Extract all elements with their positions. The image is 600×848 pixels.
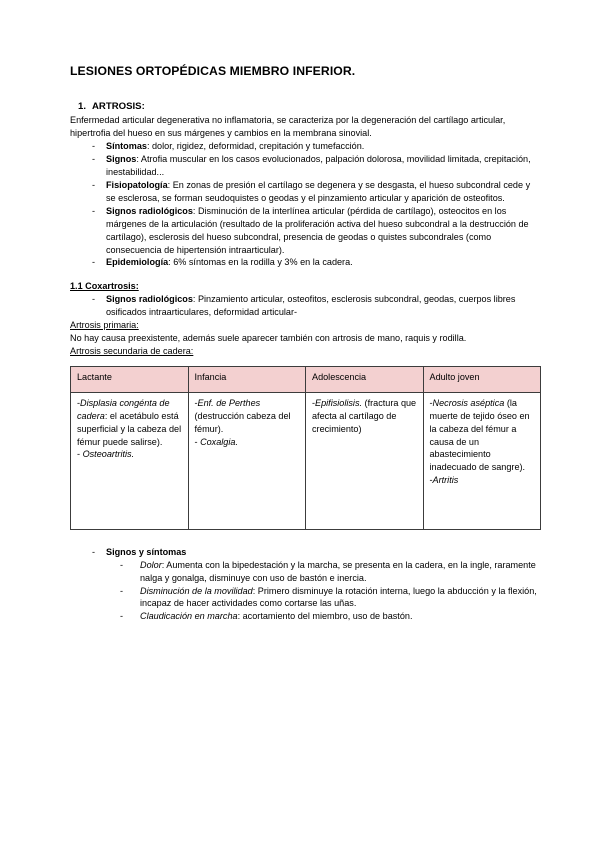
- bullet-separator: :: [167, 180, 173, 190]
- bullet-separator: :: [192, 294, 198, 305]
- cell-entry: [77, 448, 183, 461]
- table-body: [71, 392, 541, 529]
- cell-term: Osteoartritis.: [82, 449, 135, 460]
- cell-text: (destrucción cabeza del fémur).: [194, 410, 291, 434]
- table-cell-lactante: [71, 392, 189, 529]
- bullet-text: En zonas de presión el cartílago se degenera y se desgasta, el hueso subcondral cede y se esclerosa, se forman seudoquistes o geodas y el pinzamiento articular y aparición de osteofitos.: [106, 180, 531, 203]
- bullet-dash: -: [120, 559, 124, 570]
- bullet-text: Aumenta con la bipedestación y la marcha, se presenta en la cadera, en la ingle, raramente nalga y gonalga, disminuye con uso de bastón e inercia.: [140, 559, 536, 583]
- bullet-text: Pinzamiento articular, osteofitos, esclerosis subcondral, geodas, cuerpos libres osificados intraarticulares, deformidad articular-: [106, 294, 516, 318]
- bullet-text: Primero disminuye la rotación interna, luego la abducción y la flexión, incapaz de hacer actividades como cortarse las uñas.: [140, 585, 537, 609]
- cell-entry: [195, 397, 301, 436]
- table-cell-infancia: [188, 392, 306, 529]
- cell-dash: -: [77, 449, 83, 460]
- table-column-header-adulto-joven: Adulto joven: [423, 366, 541, 392]
- cell-term: Epifisiolisis.: [315, 397, 363, 408]
- section-1-heading: [70, 100, 540, 114]
- bullet-text: acortamiento del miembro, uso de bastón.: [242, 611, 413, 622]
- subsection-11-heading: 1.1 Coxartrosis:: [70, 281, 139, 292]
- artrosis-secundaria-heading: Artrosis secundaria de cadera:: [70, 345, 194, 356]
- bullet-dash: -: [92, 546, 96, 557]
- pathology-table: [70, 366, 541, 530]
- section-1-intro: Enfermedad articular degenerativa no inflamatoria, se caracteriza por la degeneración del cartílago articular, hipertrofia del hueso en sus márgenes y cambios en la membrana sinovial.: [70, 115, 506, 139]
- bullet-separator: :: [168, 257, 174, 268]
- list-item: [106, 585, 540, 611]
- section-1-number: 1.: [78, 100, 87, 112]
- cell-term: Coxalgia.: [200, 436, 238, 447]
- cell-dash: -: [194, 397, 198, 408]
- cell-term: Necrosis aséptica: [432, 397, 505, 408]
- bullet-term: Signos radiológicos: [106, 205, 193, 216]
- cell-dash: -: [77, 397, 81, 408]
- table-column-header-adolescencia: Adolescencia: [306, 366, 424, 392]
- cell-dash: -: [312, 397, 316, 408]
- subsection-11-bullet-list: [70, 293, 540, 319]
- section-1-label: ARTROSIS:: [92, 100, 145, 112]
- bullet-separator: :: [136, 154, 141, 165]
- bullet-text: Atrofia muscular en los casos evolucionados, palpación dolorosa, movilidad limitada, crepitación, inestabilidad...: [106, 154, 531, 178]
- bullet-term: Claudicación en marcha: [140, 611, 238, 622]
- table-header-row: [71, 366, 541, 392]
- list-item: [70, 179, 540, 205]
- cell-entry: [430, 397, 536, 474]
- bullet-dash: -: [120, 611, 124, 622]
- list-item: [106, 610, 540, 623]
- bullet-separator: :: [252, 585, 258, 596]
- bullet-dash: -: [92, 180, 96, 190]
- table-header: [71, 366, 541, 392]
- bullet-text: 6% síntomas en la rodilla y 3% en la cadera.: [173, 257, 353, 268]
- bullet-term: Signos: [106, 154, 137, 165]
- bullet-separator: :: [237, 611, 243, 622]
- artrosis-primaria-text: No hay causa preexistente, además suele aparecer también con artrosis de mano, raquis y rodilla.: [70, 332, 467, 343]
- artrosis-primaria-heading: Artrosis primaria:: [70, 320, 139, 331]
- table-column-header-lactante: Lactante: [71, 366, 189, 392]
- bullet-separator: :: [146, 141, 152, 152]
- cell-entry: [195, 436, 301, 449]
- bullet-dash: -: [92, 205, 96, 216]
- list-item: [70, 293, 540, 319]
- bullet-term: Dolor: [140, 559, 162, 570]
- page-title: LESIONES ORTOPÉDICAS MIEMBRO INFERIOR.: [70, 64, 356, 78]
- cell-dash: -: [429, 475, 433, 486]
- table-row: [71, 392, 541, 529]
- bullet-term: Signos radiológicos: [106, 294, 193, 305]
- cell-entry: [430, 474, 536, 487]
- cell-dash: -: [429, 397, 433, 408]
- signos-sintomas-heading: Signos y síntomas: [106, 546, 187, 557]
- bullet-separator: :: [192, 205, 198, 216]
- cell-text: (fractura que afecta al cartílago de crecimiento): [312, 397, 417, 434]
- bullet-text: dolor, rigidez, deformidad, crepitación y tumefacción.: [152, 141, 365, 152]
- cell-term: Enf. de Perthes: [197, 397, 261, 408]
- signos-sintomas-section: [70, 546, 540, 623]
- cell-text: : el acetábulo está superficial y la cabeza del fémur puede salirse).: [77, 410, 182, 447]
- signos-sintomas-list: [106, 559, 540, 624]
- list-item: [70, 256, 540, 269]
- table-column-header-infancia: Infancia: [188, 366, 306, 392]
- bullet-term: Disminución de la movilidad: [140, 585, 253, 596]
- cell-dash: -: [194, 436, 201, 447]
- list-item: [70, 205, 540, 257]
- bullet-dash: -: [92, 294, 96, 305]
- bullet-text: Disminución de la interlínea articular (pérdida de cartílago), osteocitos en los márgenes de la articulación (resultado de la proliferación activa del hueso subcondral a la destrucción de cartílago), esclerosis del hueso subcondral, presencia de geodas o quistes subcondrales (como consecuencia de hipertensión intraarticular).: [106, 205, 529, 255]
- table-cell-adulto-joven: [423, 392, 541, 529]
- bullet-dash: -: [92, 154, 96, 165]
- bullet-separator: :: [161, 559, 167, 570]
- bullet-term: Epidemiología: [106, 257, 169, 268]
- bullet-dash: -: [92, 257, 96, 268]
- bullet-dash: -: [120, 585, 124, 596]
- bullet-term: Fisiopatología: [106, 180, 168, 190]
- bullet-dash: -: [92, 141, 96, 152]
- bullet-term: Síntomas: [106, 141, 147, 152]
- cell-term: Displasia congénta de cadera: [77, 397, 170, 421]
- list-item: [70, 140, 540, 153]
- table-cell-adolescencia: [306, 392, 424, 529]
- list-item: [70, 153, 540, 179]
- section-1-bullet-list: [70, 140, 540, 269]
- cell-entry: [77, 397, 183, 449]
- cell-term: Artritis: [432, 475, 459, 486]
- cell-entry: [312, 397, 418, 436]
- list-item: [106, 559, 540, 585]
- cell-text: (la muerte de tejido óseo en la cabeza del fémur a causa de un abastecimiento inadecuado de sangre).: [429, 397, 530, 473]
